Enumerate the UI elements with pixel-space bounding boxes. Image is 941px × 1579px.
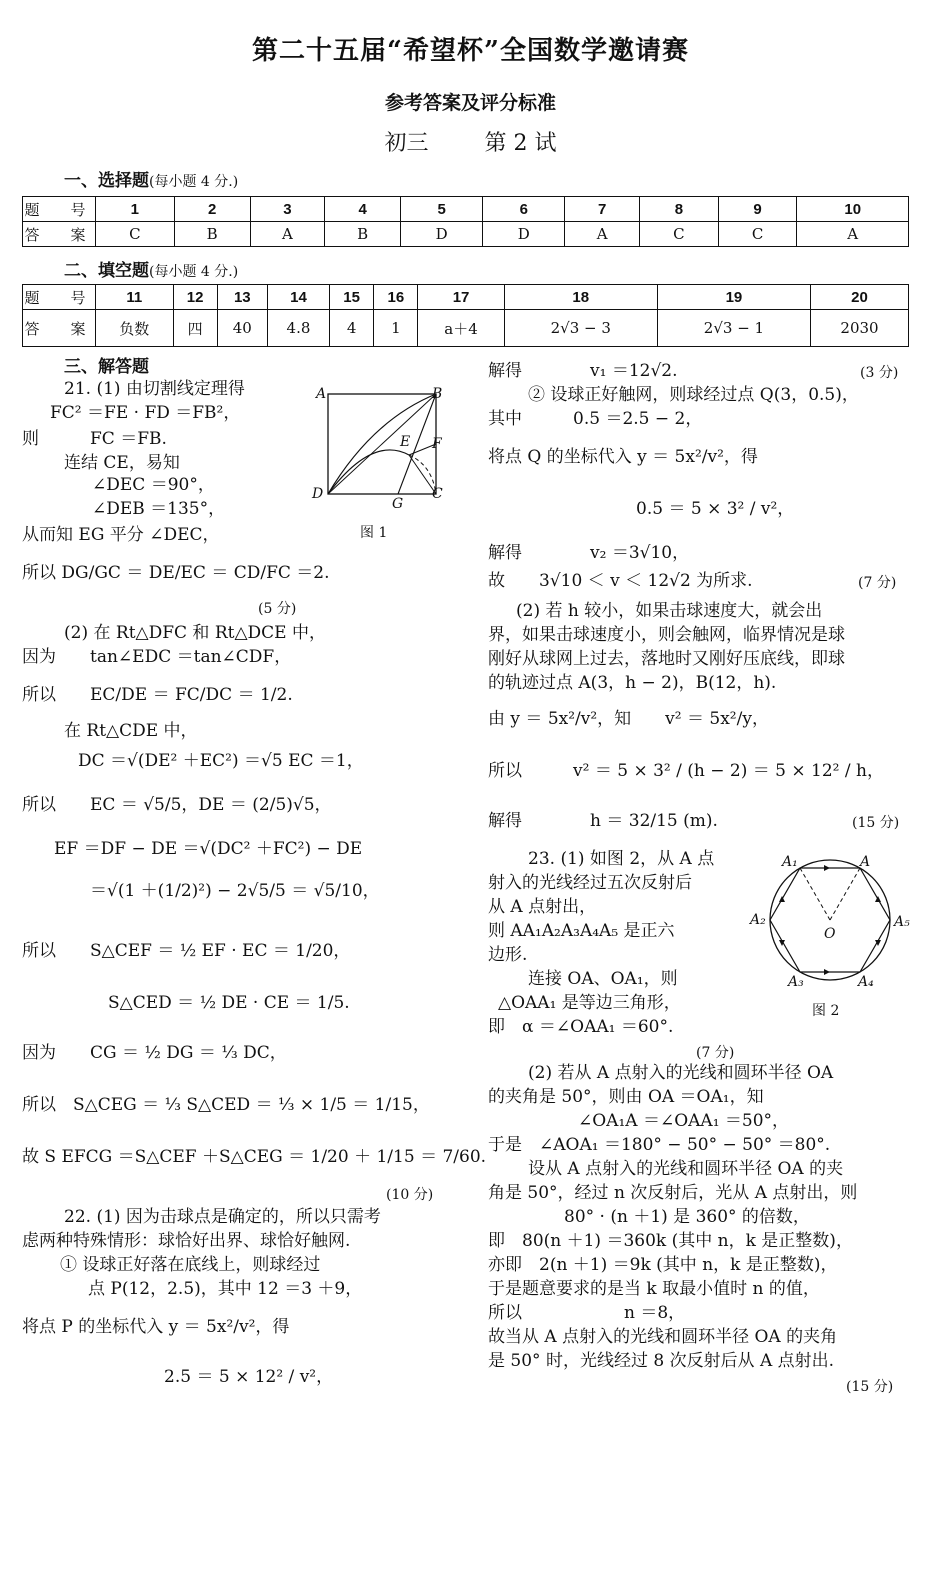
score-note: (7 分) bbox=[696, 1045, 735, 1061]
table-cell: 19 bbox=[657, 285, 810, 310]
text-line: 点 P(12，2.5)，其中 12 ＝3 ＋9， bbox=[88, 1279, 363, 1299]
text-line: 的轨迹过点 A(3，h − 2)，B(12，h). bbox=[488, 673, 777, 693]
table-cell: 14 bbox=[267, 285, 329, 310]
text-line: ＝√(1 ＋(1/2)²) − 2√5/5 ＝ √5/10， bbox=[90, 881, 380, 901]
text-line: 23. (1) 如图 2，从 A 点 bbox=[528, 849, 715, 869]
text-line: 由 y ＝ 5x²/v²，知 v² ＝ 5x²/y， bbox=[488, 709, 769, 729]
text-line: 解得 v₁ ＝12√2. bbox=[488, 361, 678, 381]
table-cell: 4 bbox=[330, 310, 374, 347]
figure-2 bbox=[760, 850, 910, 990]
text-line: 所以 S△CEG ＝ ⅓ S△CED ＝ ⅓ × 1/5 ＝ 1/15， bbox=[22, 1095, 430, 1115]
text-line: 故当从 A 点射入的光线和圆环半径 OA 的夹角 bbox=[488, 1327, 838, 1347]
table-row: 答 案 C B A B D D A C C A bbox=[23, 222, 909, 247]
text-line: ① 设球正好落在底线上，则球经过 bbox=[60, 1255, 321, 1275]
table-cell: A bbox=[797, 222, 909, 247]
text-line: 其中 0.5 ＝2.5 − 2， bbox=[488, 409, 703, 429]
text-line: 亦即 2(n ＋1) ＝9k (其中 n，k 是正整数)， bbox=[488, 1255, 838, 1275]
text-line: 则 AA₁A₂A₃A₄A₅ 是正六 bbox=[488, 921, 675, 941]
table-row: 答 案 负数 四 40 4.8 4 1 a＋4 2√3 − 3 2√3 − 1 2030 bbox=[23, 310, 909, 347]
choice-table bbox=[22, 196, 909, 247]
text-line: 80° · (n ＋1) 是 360° 的倍数， bbox=[564, 1207, 810, 1227]
text-line: 的夹角是 50°，则由 OA ＝OA₁，知 bbox=[488, 1087, 764, 1107]
text-line: 故 S EFCG ＝S△CEF ＋S△CEG ＝ 1/20 ＋ 1/15 ＝ 7/60. bbox=[22, 1147, 487, 1167]
table-cell: 4 bbox=[325, 197, 401, 222]
table-cell: D bbox=[483, 222, 565, 247]
text-line: 因为 CG ＝ ½ DG ＝ ⅓ DC， bbox=[22, 1043, 287, 1063]
table-cell: 20 bbox=[811, 285, 909, 310]
table-cell: 负数 bbox=[96, 310, 174, 347]
text-line: (2) 若 h 较小，如果击球速度大，就会出 bbox=[516, 601, 823, 621]
text-line: (2) 在 Rt△DFC 和 Rt△DCE 中， bbox=[64, 623, 326, 643]
text-line: ∠DEB ＝135°， bbox=[92, 499, 226, 519]
section1-heading: 一、选择题(每小题 4 分.) bbox=[64, 171, 239, 191]
text-line: 解得 v₂ ＝3√10， bbox=[488, 543, 690, 563]
text-line: 21. (1) 由切割线定理得 bbox=[64, 379, 245, 399]
text-line: 边形. bbox=[488, 945, 528, 965]
table-cell: D bbox=[401, 222, 483, 247]
text-line: 是 50° 时，光线经过 8 次反射后从 A 点射出. bbox=[488, 1351, 835, 1371]
page-title: 第二十五届“希望杯”全国数学邀请赛 bbox=[252, 36, 689, 66]
score-note: (5 分) bbox=[258, 601, 297, 617]
table-cell: 40 bbox=[217, 310, 267, 347]
table-cell: 7 bbox=[565, 197, 640, 222]
text-line: FC² ＝FE · FD ＝FB²， bbox=[50, 403, 241, 423]
table-cell: 2√3 − 3 bbox=[504, 310, 657, 347]
grade-line bbox=[0, 126, 941, 157]
text-line: (2) 若从 A 点射入的光线和圆环半径 OA bbox=[528, 1063, 834, 1083]
text-line: 连接 OA、OA₁，则 bbox=[528, 969, 678, 989]
figure-label: A bbox=[860, 854, 871, 870]
table-cell: 4.8 bbox=[267, 310, 329, 347]
table-cell: 2 bbox=[174, 197, 250, 222]
table-row: 题 号 11 12 13 14 15 16 17 18 19 20 bbox=[23, 285, 909, 310]
table-cell: 11 bbox=[96, 285, 174, 310]
text-line: 于是 ∠AOA₁ ＝180° − 50° − 50° ＝80°. bbox=[488, 1135, 831, 1155]
text-line: 所以 EC ＝ √5/5，DE ＝ (2/5)√5， bbox=[22, 795, 332, 815]
table-cell: 8 bbox=[640, 197, 719, 222]
text-line: DC ＝√(DE² ＋EC²) ＝√5 EC ＝1， bbox=[78, 751, 364, 771]
table-cell: 13 bbox=[217, 285, 267, 310]
figure-1 bbox=[312, 380, 452, 520]
table-cell: 6 bbox=[483, 197, 565, 222]
score-note: (10 分) bbox=[386, 1187, 434, 1203]
score-note: (15 分) bbox=[852, 815, 900, 831]
table-cell: 16 bbox=[374, 285, 418, 310]
table-cell: 1 bbox=[374, 310, 418, 347]
figure-label: F bbox=[432, 436, 442, 452]
table-row: 题 号 1 2 3 4 5 6 7 8 9 10 bbox=[23, 197, 909, 222]
text-line: 虑两种特殊情形：球恰好出界、球恰好触网. bbox=[22, 1231, 351, 1251]
table-cell: 2030 bbox=[811, 310, 909, 347]
table-cell: 2√3 − 1 bbox=[657, 310, 810, 347]
table-cell: A bbox=[250, 222, 325, 247]
table-cell: C bbox=[640, 222, 719, 247]
round-label: 第 2 试 bbox=[484, 131, 557, 156]
table-cell: 3 bbox=[250, 197, 325, 222]
figure-label: A₄ bbox=[858, 974, 874, 990]
text-line: ∠OA₁A ＝∠OAA₁ ＝50°， bbox=[578, 1111, 790, 1131]
table-cell: 15 bbox=[330, 285, 374, 310]
text-line: 则 FC ＝FB. bbox=[22, 429, 167, 449]
text-line: 刚好从球网上过去，落地时又刚好压底线，即球 bbox=[488, 649, 845, 669]
text-line: 于是题意要求的是当 k 取最小值时 n 的值， bbox=[488, 1279, 820, 1299]
text-line: 所以 DG/GC ＝ DE/EC ＝ CD/FC ＝2. bbox=[22, 563, 330, 583]
table-cell: 四 bbox=[173, 310, 217, 347]
text-line: 所以 S△CEF ＝ ½ EF · EC ＝ 1/20， bbox=[22, 941, 351, 961]
score-note: (7 分) bbox=[858, 575, 897, 591]
text-line: 所以 v² ＝ 5 × 3² / (h − 2) ＝ 5 × 12² / h， bbox=[488, 761, 884, 781]
text-line: ② 设球正好触网，则球经过点 Q(3，0.5)， bbox=[528, 385, 859, 405]
text-line: S△CED ＝ ½ DE · CE ＝ 1/5. bbox=[108, 993, 350, 1013]
text-line: 即 80(n ＋1) ＝360k (其中 n，k 是正整数)， bbox=[488, 1231, 853, 1251]
figure-label: A₃ bbox=[788, 974, 804, 990]
text-line: 所以 n ＝8， bbox=[488, 1303, 686, 1323]
text-line: 设从 A 点射入的光线和圆环半径 OA 的夹 bbox=[528, 1159, 844, 1179]
text-line: ∠DEC ＝90°， bbox=[92, 475, 215, 495]
table-cell: 10 bbox=[797, 197, 909, 222]
text-line: 即 α ＝∠OAA₁ ＝60°. bbox=[488, 1017, 674, 1037]
table-cell: B bbox=[325, 222, 401, 247]
figure-1-caption: 图 1 bbox=[360, 525, 388, 541]
table-cell: 18 bbox=[504, 285, 657, 310]
text-line: 从 A 点射出， bbox=[488, 897, 597, 917]
figure-label: A₅ bbox=[894, 914, 910, 930]
figure-label: A bbox=[316, 386, 327, 402]
text-line: 所以 EC/DE ＝ FC/DC ＝ 1/2. bbox=[22, 685, 293, 705]
table-cell: C bbox=[96, 222, 175, 247]
score-note: (15 分) bbox=[846, 1379, 894, 1395]
text-line: 射入的光线经过五次反射后 bbox=[488, 873, 692, 893]
text-line: 故 3√10 ＜ v ＜ 12√2 为所求. bbox=[488, 571, 753, 591]
text-line: 将点 P 的坐标代入 y ＝ 5x²/v²，得 bbox=[22, 1317, 290, 1337]
figure-label: E bbox=[400, 434, 411, 450]
figure-label: O bbox=[824, 926, 836, 942]
fill-table bbox=[22, 284, 909, 347]
figure-label: C bbox=[432, 486, 443, 502]
table-cell: a＋4 bbox=[418, 310, 504, 347]
text-line: EF ＝DF − DE ＝√(DC² ＋FC²) − DE bbox=[54, 839, 363, 859]
table-cell: 1 bbox=[96, 197, 175, 222]
figure-label: A₁ bbox=[782, 854, 798, 870]
text-line: 将点 Q 的坐标代入 y ＝ 5x²/v²，得 bbox=[488, 447, 758, 467]
text-line: 从而知 EG 平分 ∠DEC， bbox=[22, 525, 220, 545]
figure-label: D bbox=[312, 486, 324, 502]
table-cell: 12 bbox=[173, 285, 217, 310]
section2-heading: 二、填空题(每小题 4 分.) bbox=[64, 261, 239, 281]
text-line: 解得 h ＝ 32/15 (m). bbox=[488, 811, 718, 831]
text-line: 在 Rt△CDE 中， bbox=[64, 721, 198, 741]
text-line: 0.5 ＝ 5 × 3² / v²， bbox=[636, 499, 795, 519]
table-cell: 5 bbox=[401, 197, 483, 222]
text-line: 22. (1) 因为击球点是确定的，所以只需考 bbox=[64, 1207, 381, 1227]
table-cell: C bbox=[718, 222, 797, 247]
text-line: 因为 tan∠EDC ＝tan∠CDF， bbox=[22, 647, 292, 667]
grade-label: 初三 bbox=[384, 131, 429, 156]
figure-label: G bbox=[392, 496, 404, 512]
figure-label: A₂ bbox=[750, 912, 766, 928]
figure-label: B bbox=[432, 386, 443, 402]
page-subtitle: 参考答案及评分标准 bbox=[384, 92, 556, 114]
table-cell: B bbox=[174, 222, 250, 247]
text-line: 角是 50°，经过 n 次反射后，光从 A 点射出，则 bbox=[488, 1183, 858, 1203]
table-cell: 17 bbox=[418, 285, 504, 310]
section3-heading: 三、解答题 bbox=[64, 357, 149, 377]
score-note: (3 分) bbox=[860, 365, 899, 381]
table-cell: 9 bbox=[718, 197, 797, 222]
table-cell: A bbox=[565, 222, 640, 247]
figure-2-caption: 图 2 bbox=[812, 1003, 840, 1019]
text-line: 连结 CE，易知 bbox=[64, 453, 180, 473]
text-line: 2.5 ＝ 5 × 12² / v²， bbox=[164, 1367, 334, 1387]
text-line: 界，如果击球速度小，则会触网，临界情况是球 bbox=[488, 625, 845, 645]
text-line: △OAA₁ 是等边三角形， bbox=[498, 993, 681, 1013]
